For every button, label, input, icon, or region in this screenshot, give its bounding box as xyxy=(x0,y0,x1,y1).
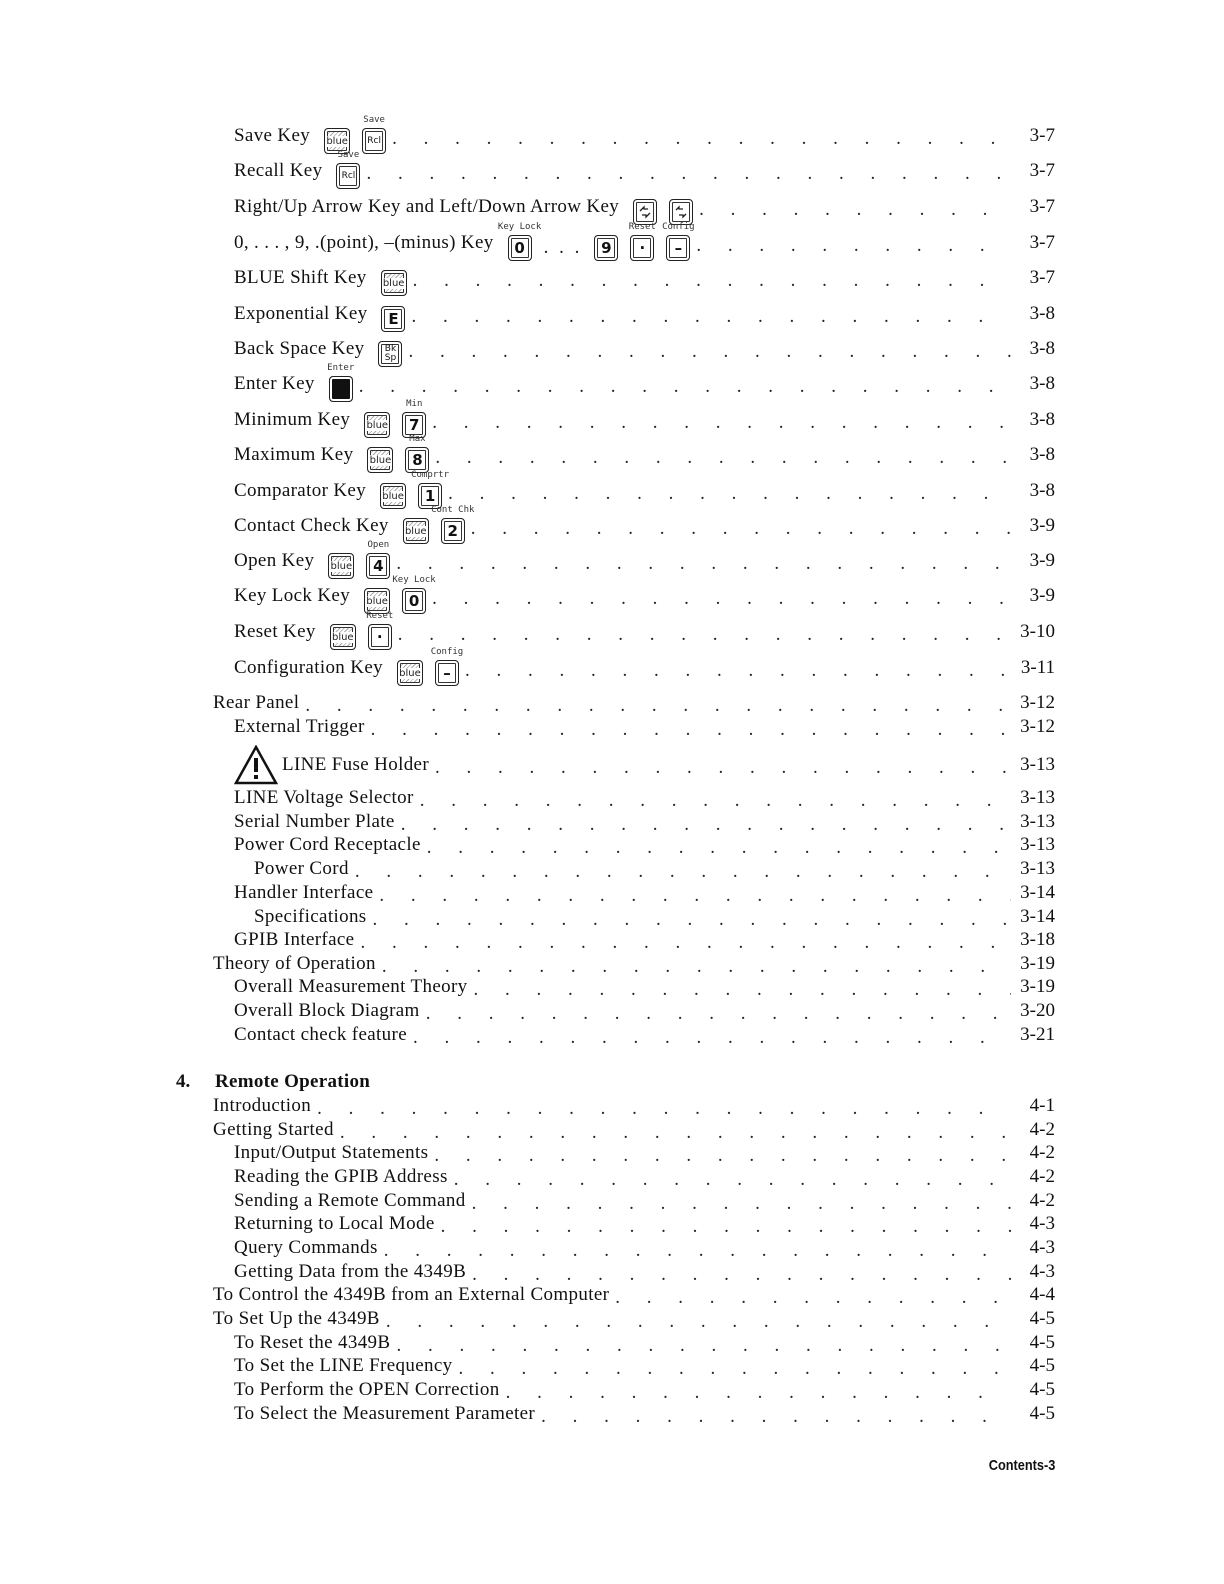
entry-page: 4-3 xyxy=(1029,1237,1055,1258)
point-key-icon: Reset · xyxy=(368,624,392,650)
dot-leader xyxy=(413,264,1011,292)
entry-page: 4-5 xyxy=(1029,1308,1055,1329)
toc-entry-blue-shift-key[interactable] xyxy=(234,260,1055,296)
entry-page: 3-8 xyxy=(1029,480,1055,501)
dot-leader xyxy=(366,157,1011,185)
toc-entry-numeric-keys[interactable] xyxy=(234,222,1055,261)
entry-page: 4-5 xyxy=(1029,1332,1055,1353)
toc-entry-open-key[interactable] xyxy=(234,540,1055,579)
toc-entry-open-correction[interactable] xyxy=(234,1378,1055,1402)
toc-entry-enter-key[interactable] xyxy=(234,363,1055,402)
entry-page: 4-5 xyxy=(1029,1403,1055,1424)
key-icons xyxy=(403,505,475,544)
entry-title: Reading the GPIB Address xyxy=(234,1166,448,1187)
ellipsis: . . . xyxy=(543,237,583,258)
key-icons xyxy=(633,189,693,225)
entry-page: 3-7 xyxy=(1029,160,1055,181)
entry-page: 3-13 xyxy=(1020,754,1055,775)
key-icons xyxy=(397,647,464,686)
entry-title: Getting Started xyxy=(213,1119,334,1140)
back-space-key-icon: Bk Sp xyxy=(378,341,402,367)
entry-title: Enter Key xyxy=(234,373,315,394)
toc-entry-reset-key[interactable] xyxy=(234,611,1055,650)
entry-title: Overall Measurement Theory xyxy=(234,976,468,997)
toc-entry-power-cord-receptacle[interactable] xyxy=(234,833,1055,857)
entry-title: Right/Up Arrow Key and Left/Down Arrow Key xyxy=(234,196,620,217)
toc-entry-maximum-key[interactable] xyxy=(234,434,1055,473)
entry-title: To Perform the OPEN Correction xyxy=(234,1379,500,1400)
dot-leader xyxy=(448,477,1011,505)
toc-entry-external-trigger[interactable] xyxy=(234,715,1055,739)
entry-page: 4-3 xyxy=(1029,1261,1055,1282)
entry-page: 3-13 xyxy=(1020,834,1055,855)
key-icons xyxy=(367,434,429,473)
toc-entry-handler-interface[interactable] xyxy=(234,881,1055,905)
entry-title: To Select the Measurement Parameter xyxy=(234,1403,536,1424)
dot-leader xyxy=(398,618,1011,646)
blue-shift-key-icon: blue xyxy=(330,624,356,650)
blue-shift-key-icon: blue xyxy=(364,588,390,614)
blue-shift-key-icon: blue xyxy=(364,412,390,438)
entry-title: Rear Panel xyxy=(213,692,300,713)
key-icons xyxy=(324,115,386,154)
entry-page: 3-13 xyxy=(1020,787,1055,808)
dot-leader xyxy=(408,335,1011,363)
entry-title: Open Key xyxy=(234,550,315,571)
entry-page: 3-7 xyxy=(1029,267,1055,288)
dot-leader xyxy=(696,229,1011,257)
one-key-icon: Comprtr 1 xyxy=(418,483,442,509)
entry-page: 3-8 xyxy=(1029,409,1055,430)
exponent-key-icon: E xyxy=(381,306,405,332)
entry-title: External Trigger xyxy=(234,716,365,737)
entry-title: Configuration Key xyxy=(234,657,383,678)
entry-title: BLUE Shift Key xyxy=(234,267,367,288)
seven-key-icon: Min 7 xyxy=(402,412,426,438)
toc-entry-line-frequency[interactable] xyxy=(234,1354,1055,1378)
entry-title: Input/Output Statements xyxy=(234,1142,429,1163)
dot-leader xyxy=(432,582,1011,610)
entry-page: 3-9 xyxy=(1029,550,1055,571)
entry-title: Power Cord xyxy=(254,858,349,879)
toc-entry-power-cord[interactable] xyxy=(254,857,1055,881)
entry-page: 3-7 xyxy=(1029,196,1055,217)
entry-title: To Control the 4349B from an External Computer xyxy=(213,1284,610,1305)
two-key-icon: Cont Chk 2 xyxy=(441,518,465,544)
dot-leader xyxy=(396,547,1011,575)
entry-page: 3-7 xyxy=(1029,232,1055,253)
entry-title: Comparator Key xyxy=(234,480,367,501)
entry-title: Contact check feature xyxy=(234,1024,407,1045)
entry-title: Introduction xyxy=(213,1095,312,1116)
zero-key-icon: Key Lock 0 xyxy=(508,235,532,261)
entry-page: 4-1 xyxy=(1029,1095,1055,1116)
entry-title: Overall Block Diagram xyxy=(234,1000,420,1021)
key-icons xyxy=(364,399,426,438)
entry-page: 4-2 xyxy=(1029,1166,1055,1187)
entry-page: 3-19 xyxy=(1020,953,1055,974)
toc-entry-set-up[interactable] xyxy=(213,1307,1055,1331)
entry-title: Serial Number Plate xyxy=(234,811,395,832)
key-icons xyxy=(330,611,394,650)
dot-leader xyxy=(699,193,1011,221)
entry-title: Sending a Remote Command xyxy=(234,1190,466,1211)
blue-shift-key-icon: blue xyxy=(367,447,393,473)
entry-page: 4-2 xyxy=(1029,1119,1055,1140)
page-footer: Contents-3 xyxy=(988,1457,1055,1474)
entry-title: GPIB Interface xyxy=(234,929,355,950)
chapter-number: 4. xyxy=(176,1071,191,1092)
dot-leader xyxy=(371,713,1011,741)
entry-page: 3-12 xyxy=(1020,716,1055,737)
entry-page: 3-13 xyxy=(1020,811,1055,832)
dot-leader xyxy=(359,370,1011,398)
zero-key-icon: Key Lock 0 xyxy=(402,588,426,614)
toc-entry-input-output-statements[interactable] xyxy=(234,1141,1055,1165)
entry-page: 3-8 xyxy=(1029,338,1055,359)
key-icons xyxy=(497,222,695,261)
entry-title: Key Lock Key xyxy=(234,585,351,606)
dot-leader xyxy=(411,300,1011,328)
entry-page: 3-10 xyxy=(1020,621,1055,642)
entry-page: 4-4 xyxy=(1029,1284,1055,1305)
four-key-icon: Open 4 xyxy=(366,553,390,579)
minus-key-icon: Config – xyxy=(666,235,690,261)
entry-page: 3-8 xyxy=(1029,303,1055,324)
entry-title: Maximum Key xyxy=(234,444,354,465)
key-icons xyxy=(336,150,360,189)
entry-page: 3-9 xyxy=(1029,585,1055,606)
toc-entry-measurement-parameter[interactable] xyxy=(234,1402,1055,1426)
entry-title: Exponential Key xyxy=(234,303,368,324)
entry-page: 3-13 xyxy=(1020,858,1055,879)
entry-page: 3-14 xyxy=(1020,882,1055,903)
dot-leader xyxy=(432,406,1011,434)
entry-title: To Reset the 4349B xyxy=(234,1332,391,1353)
key-icons xyxy=(364,575,436,614)
dot-leader xyxy=(471,512,1011,540)
entry-page: 4-3 xyxy=(1029,1213,1055,1234)
blue-shift-key-icon: blue xyxy=(403,518,429,544)
dot-leader xyxy=(435,751,1011,779)
toc-entry-save-key[interactable] xyxy=(234,115,1055,154)
blue-shift-key-icon: blue xyxy=(397,660,423,686)
entry-title: Minimum Key xyxy=(234,409,351,430)
entry-page: 3-12 xyxy=(1020,692,1055,713)
entry-page: 3-19 xyxy=(1020,976,1055,997)
chapter-title: Remote Operation xyxy=(215,1071,371,1092)
recall-key-icon: Save Rcl xyxy=(336,163,360,189)
toc-entry-configuration-key[interactable] xyxy=(234,647,1055,686)
minus-key-icon: Config – xyxy=(435,660,459,686)
entry-page: 4-2 xyxy=(1029,1190,1055,1211)
dot-leader xyxy=(541,1400,1011,1428)
toc-entry-rear-panel[interactable] xyxy=(213,691,1055,715)
entry-title: 0, . . . , 9, .(point), –(minus) Key xyxy=(234,232,494,253)
blue-shift-key-icon: blue xyxy=(380,483,406,509)
key-icons xyxy=(378,331,402,367)
toc-entry-overall-block-diagram[interactable] xyxy=(234,999,1055,1023)
toc-entry-reading-gpib-address[interactable] xyxy=(234,1165,1055,1189)
entry-title: To Set Up the 4349B xyxy=(213,1308,380,1329)
entry-title: Back Space Key xyxy=(234,338,365,359)
toc-entry-control-from-computer[interactable] xyxy=(213,1283,1055,1307)
entry-page: 3-8 xyxy=(1029,373,1055,394)
entry-title: Query Commands xyxy=(234,1237,378,1258)
entry-page: 3-14 xyxy=(1020,906,1055,927)
entry-page: 4-5 xyxy=(1029,1379,1055,1400)
toc-entry-introduction[interactable] xyxy=(213,1094,1055,1118)
toc-entry-query-commands[interactable] xyxy=(234,1236,1055,1260)
dot-leader xyxy=(465,654,1011,682)
entry-title: Reset Key xyxy=(234,621,316,642)
toc-entry-overall-measurement-theory[interactable] xyxy=(234,975,1055,999)
entry-title: Returning to Local Mode xyxy=(234,1213,435,1234)
key-icons xyxy=(328,540,390,579)
entry-page: 4-2 xyxy=(1029,1142,1055,1163)
blue-shift-key-icon: blue xyxy=(381,270,407,296)
toc-entry-contact-check-key[interactable] xyxy=(234,505,1055,544)
toc-entry-back-space-key[interactable] xyxy=(234,331,1055,367)
toc-entry-recall-key[interactable] xyxy=(234,150,1055,189)
entry-page: 3-11 xyxy=(1020,657,1055,678)
toc-entry-arrow-keys[interactable] xyxy=(234,189,1055,225)
warning-icon xyxy=(234,745,278,785)
toc-entry-contact-check-feature[interactable] xyxy=(234,1023,1055,1047)
toc-entry-minimum-key[interactable] xyxy=(234,399,1055,438)
entry-title: LINE Voltage Selector xyxy=(234,787,414,808)
dot-leader xyxy=(435,441,1011,469)
toc-entry-returning-local-mode[interactable] xyxy=(234,1212,1055,1236)
key-icons xyxy=(380,470,450,509)
entry-page: 3-18 xyxy=(1020,929,1055,950)
entry-page: 3-21 xyxy=(1020,1024,1055,1045)
entry-title: Save Key xyxy=(234,125,311,146)
entry-page: 4-5 xyxy=(1029,1355,1055,1376)
toc-entry-gpib-interface[interactable] xyxy=(234,928,1055,952)
key-icons xyxy=(327,363,355,402)
toc-entry-comparator-key[interactable] xyxy=(234,470,1055,509)
entry-title: Contact Check Key xyxy=(234,515,389,536)
eight-key-icon: Max 8 xyxy=(405,447,429,473)
entry-title: Power Cord Receptacle xyxy=(234,834,421,855)
blue-shift-key-icon: blue xyxy=(328,553,354,579)
entry-page: 3-20 xyxy=(1020,1000,1055,1021)
entry-title: Specifications xyxy=(254,906,367,927)
enter-key-icon: Enter xyxy=(329,376,353,402)
point-key-icon: Reset · xyxy=(630,235,654,261)
nine-key-icon: 9 xyxy=(594,235,618,261)
toc-entry-exponential-key[interactable] xyxy=(234,296,1055,332)
toc-entry-line-fuse-holder[interactable] xyxy=(234,744,1055,786)
entry-page: 3-8 xyxy=(1029,444,1055,465)
dot-leader xyxy=(392,122,1011,150)
key-icons xyxy=(381,260,407,296)
blue-shift-key-icon: blue xyxy=(324,128,350,154)
entry-title: Theory of Operation xyxy=(213,953,376,974)
toc-entry-key-lock-key[interactable] xyxy=(234,575,1055,614)
entry-page: 3-9 xyxy=(1029,515,1055,536)
entry-title: To Set the LINE Frequency xyxy=(234,1355,453,1376)
toc-entry-line-voltage-selector[interactable] xyxy=(234,786,1055,810)
entry-title: LINE Fuse Holder xyxy=(282,754,430,775)
recall-key-icon: Save Rcl xyxy=(362,128,386,154)
entry-page: 3-7 xyxy=(1029,125,1055,146)
key-icons xyxy=(381,296,405,332)
entry-title: Getting Data from the 4349B xyxy=(234,1261,467,1282)
entry-title: Handler Interface xyxy=(234,882,374,903)
dot-leader xyxy=(413,1021,1011,1049)
entry-title: Recall Key xyxy=(234,160,323,181)
